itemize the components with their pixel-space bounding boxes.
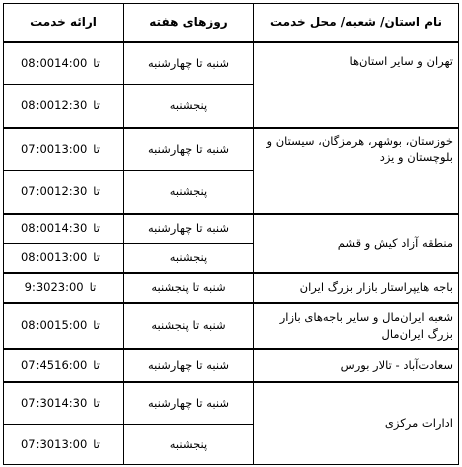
table-row [4, 128, 459, 171]
time-sep: تا [93, 141, 101, 156]
table-row [4, 382, 459, 425]
time-from: 9:30 [24, 280, 51, 295]
time-to: 15:00 [54, 318, 88, 333]
time-sep: تا [93, 437, 101, 452]
time-to: 13:00 [54, 250, 88, 265]
days-cell: شنبه تا چهارشنبه [124, 382, 254, 425]
days-cell: شنبه تا چهارشنبه [124, 349, 254, 382]
time-from: 07:30 [20, 437, 55, 452]
hours-cell [4, 349, 124, 382]
table-row [4, 42, 459, 85]
time-to: 12:30 [54, 184, 88, 199]
location-cell: خوزستان، بوشهر، هرمزگان، سیستان و بلوچستان و یزد [254, 128, 459, 214]
time-from: 08:00 [20, 250, 55, 265]
hours-cell [4, 244, 124, 273]
time-sep: تا [93, 55, 101, 70]
time-to: 13:00 [54, 141, 88, 156]
days-cell: پنجشنبه [124, 425, 254, 465]
header-location: نام استان/ شعبه/ محل خدمت [254, 4, 459, 42]
table-row [4, 349, 459, 382]
time-sep: تا [93, 250, 101, 265]
hours-cell [4, 303, 124, 349]
working-hours-table [3, 3, 459, 465]
days-cell: پنجشنبه [124, 244, 254, 273]
location-cell: ادارات مرکزی [254, 382, 459, 465]
table-row [4, 273, 459, 303]
header-hours: ارائه خدمت [4, 4, 124, 42]
location-cell: منطقه آزاد کیش و قشم [254, 214, 459, 273]
time-sep: تا [89, 280, 97, 295]
hours-cell [4, 214, 124, 244]
hours-cell [4, 273, 124, 303]
time-sep: تا [93, 357, 101, 372]
time-sep: تا [93, 184, 101, 199]
location-cell: تهران و سایر استان‌ها [254, 42, 459, 128]
time-from: 07:30 [20, 395, 55, 410]
time-to: 14:30 [54, 395, 88, 410]
days-cell: پنجشنبه [124, 171, 254, 214]
time-to: 13:00 [54, 437, 88, 452]
location-cell: باجه هایپراستار بازار بزرگ ایران [254, 273, 459, 303]
hours-cell [4, 128, 124, 171]
time-sep: تا [93, 395, 101, 410]
time-to: 12:30 [54, 98, 88, 113]
time-from: 07:00 [20, 184, 55, 199]
time-from: 07:45 [20, 357, 55, 372]
days-cell: شنبه تا پنجشنبه [124, 303, 254, 349]
table-row [4, 214, 459, 244]
header-row [4, 4, 459, 42]
hours-cell [4, 425, 124, 465]
time-sep: تا [93, 221, 101, 236]
table-row [4, 303, 459, 349]
days-cell: شنبه تا چهارشنبه [124, 42, 254, 85]
hours-cell [4, 42, 124, 85]
time-to: 14:30 [54, 221, 88, 236]
hours-cell [4, 382, 124, 425]
hours-cell [4, 85, 124, 128]
time-sep: تا [93, 318, 101, 333]
header-days: روزهای هفته [124, 4, 254, 42]
time-to: 14:00 [54, 55, 88, 70]
time-from: 07:00 [20, 141, 55, 156]
days-cell: شنبه تا چهارشنبه [124, 128, 254, 171]
time-to: 16:00 [54, 357, 88, 372]
hours-cell [4, 171, 124, 214]
time-from: 08:00 [20, 318, 55, 333]
time-to: 23:00 [50, 280, 84, 295]
time-from: 08:00 [20, 221, 55, 236]
location-cell: سعادت‌آباد - تالار بورس [254, 349, 459, 382]
time-from: 08:00 [20, 55, 55, 70]
time-sep: تا [93, 98, 101, 113]
location-cell: شعبه ایران‌مال و سایر باجه‌های بازار بزرگ ایران‌مال [254, 303, 459, 349]
days-cell: شنبه تا چهارشنبه [124, 214, 254, 244]
time-from: 08:00 [20, 98, 55, 113]
days-cell: شنبه تا پنجشنبه [124, 273, 254, 303]
days-cell: پنجشنبه [124, 85, 254, 128]
